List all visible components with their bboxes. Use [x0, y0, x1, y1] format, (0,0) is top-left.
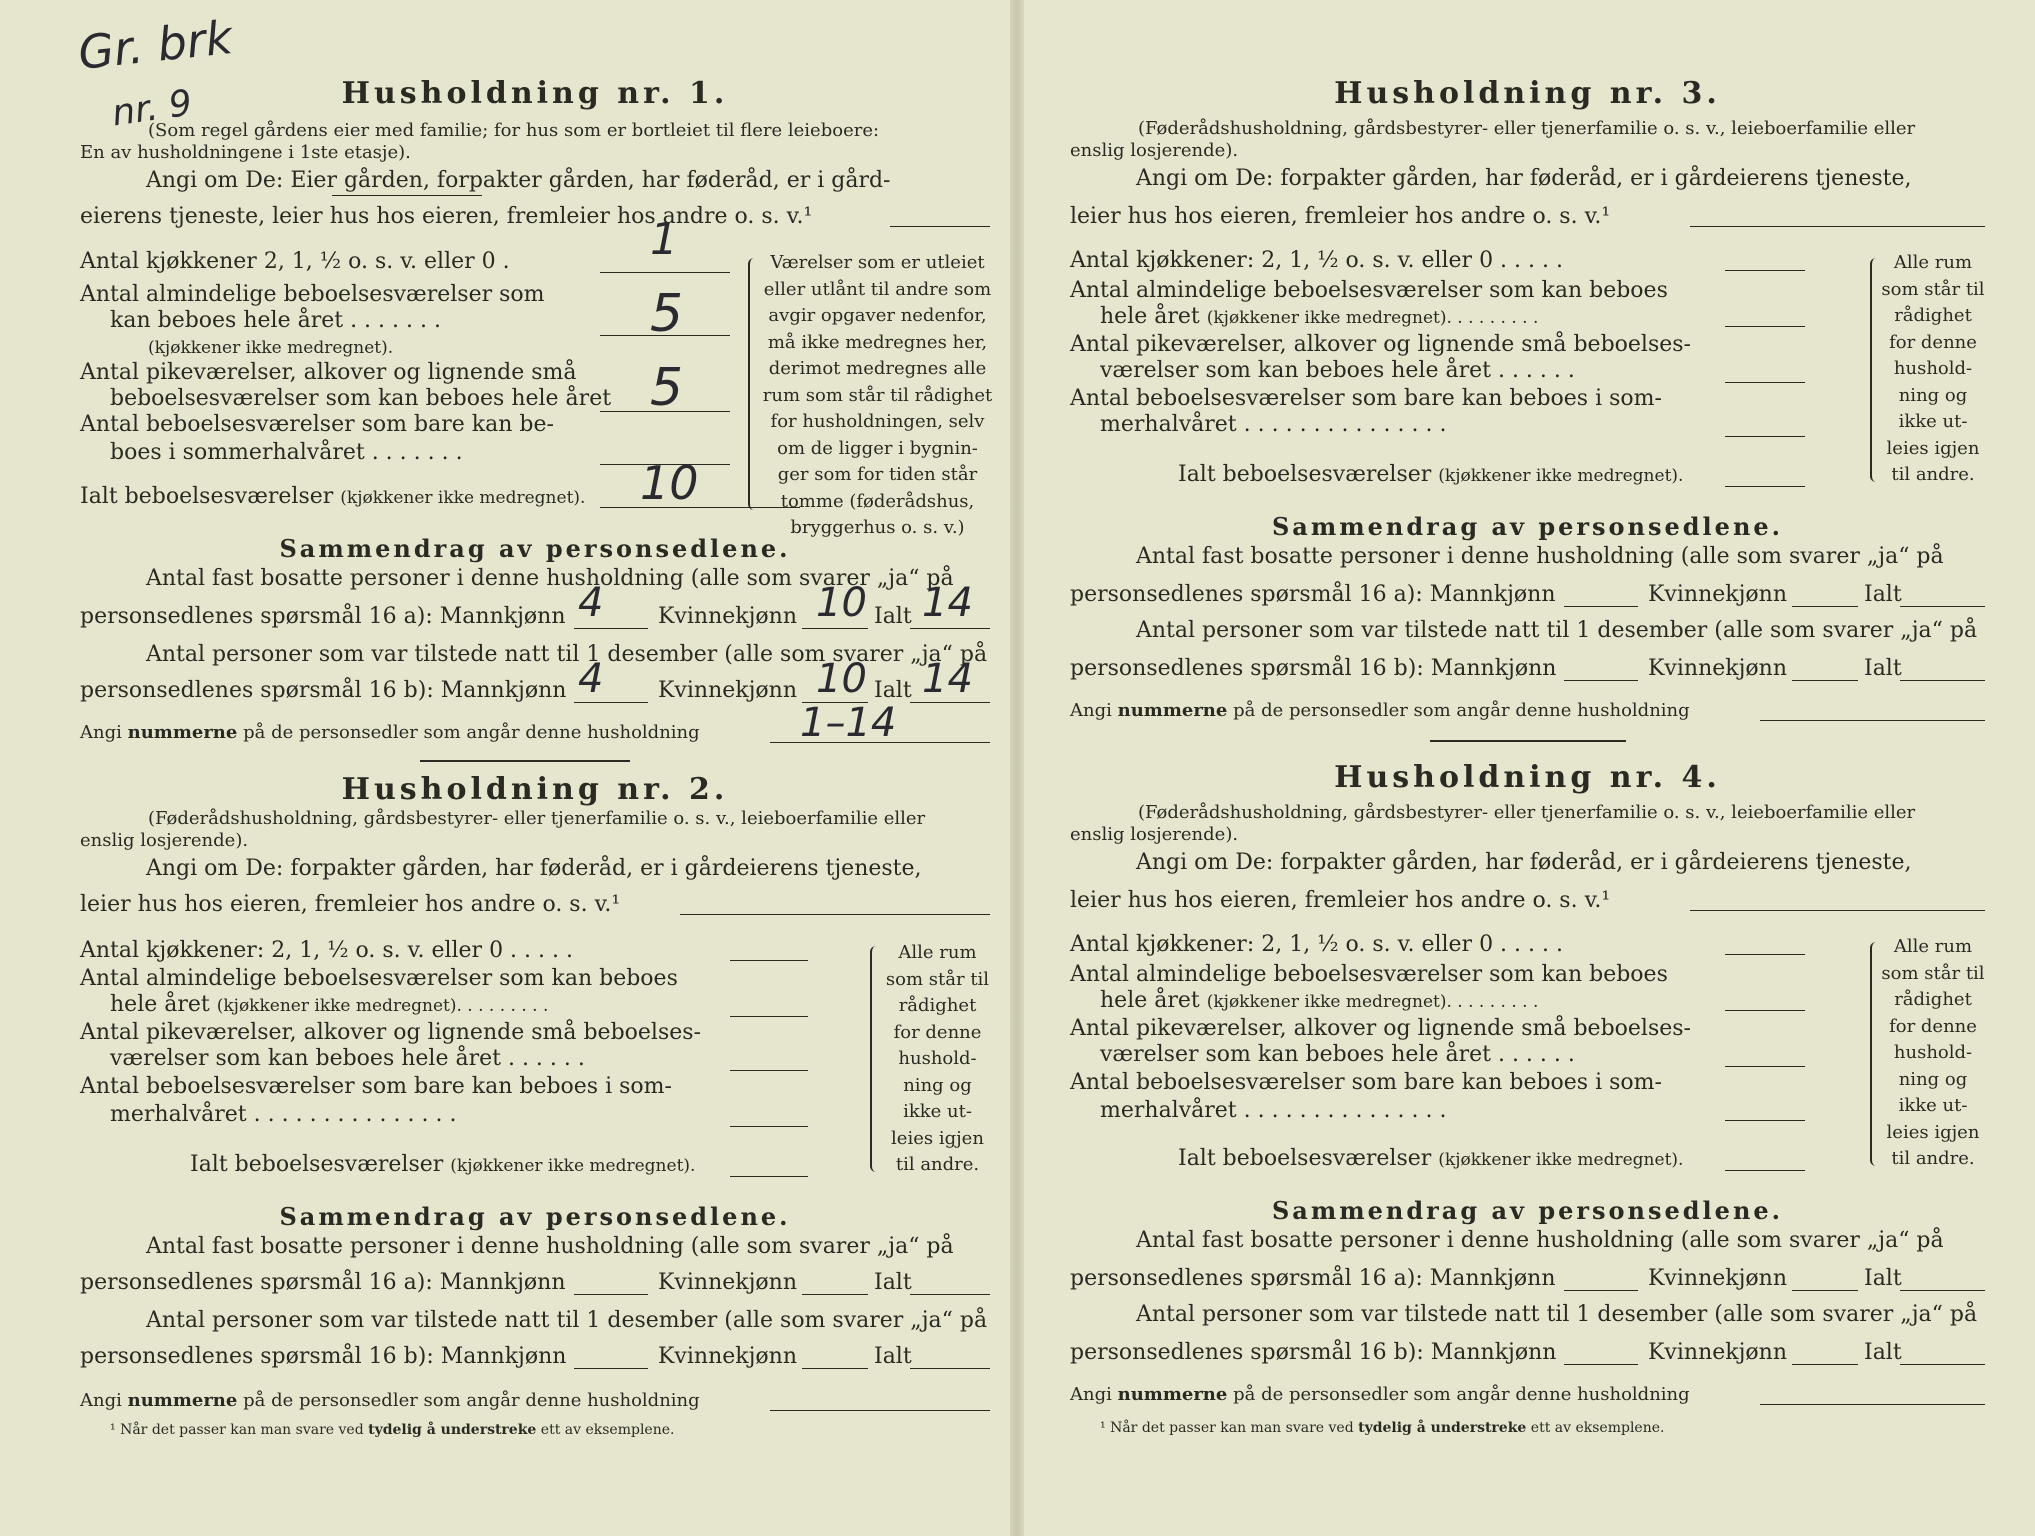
summary-3-b-l2: personsedlenes spørsmål 16 b): Mannkjønn [1070, 656, 1557, 681]
h4-kjokken-fill [1725, 954, 1805, 955]
household-1-pike-l1: Antal pikeværelser, alkover og lignende små [80, 360, 577, 385]
marginalia-line1: Gr. brk [75, 10, 235, 80]
fill-b4-i [1900, 1364, 1985, 1365]
summary-2-angi: Angi nummerne på de personsedler som angår denne husholdning [80, 1390, 700, 1411]
fill-b3-m [1564, 680, 1638, 681]
hw-b-i: 14 [922, 656, 973, 702]
h2-ialt-fill [730, 1176, 808, 1177]
household-4-kjokken: Antal kjøkkener: 2, 1, ½ o. s. v. eller 0 . . . . . [1070, 932, 1563, 957]
fill-a3-k [1792, 606, 1858, 607]
ialt-label-a2: Ialt [874, 1270, 912, 1295]
fill-b2-i [910, 1368, 990, 1369]
household-2-alm-l2: hele året (kjøkkener ikke medregnet). . . . . . . . . [110, 992, 549, 1017]
household-3-angi-fill [1690, 226, 1985, 227]
summary-2-b-l2: personsedlenes spørsmål 16 b): Mannkjønn [80, 1344, 567, 1369]
hw-a-k: 10 [816, 580, 867, 626]
fill-b4-k [1792, 1364, 1858, 1365]
fill-a1-i [910, 628, 990, 629]
kjokken-fill [600, 272, 730, 273]
fill-a3-m [1564, 606, 1638, 607]
household-4-som-l2: merhalvåret . . . . . . . . . . . . . . . [1100, 1098, 1447, 1123]
fill-b4-m [1564, 1364, 1638, 1365]
summary-3-a-l1: Antal fast bosatte personer i denne husholdning (alle som svarer „ja“ på [1136, 544, 1944, 569]
household-4-note-l1: (Føderådshusholdning, gårdsbestyrer- eller tjenerfamilie o. s. v., leieboerfamilie eller [1138, 802, 1916, 823]
h3-ialt-fill [1725, 486, 1805, 487]
household-2-note-l1: (Føderådshusholdning, gårdsbestyrer- eller tjenerfamilie o. s. v., leieboerfamilie eller [148, 808, 926, 829]
household-1-alm-l1: Antal almindelige beboelsesværelser som [80, 282, 545, 307]
kvinne-label-a3: Kvinnekjønn [1648, 582, 1787, 607]
fill-b2-k [802, 1368, 868, 1369]
household-3-pike-l2: værelser som kan beboes hele året . . . . . . [1100, 358, 1575, 383]
household-3-som-l1: Antal beboelsesværelser som bare kan beboes i som- [1070, 386, 1662, 411]
kvinne-label-a1: Kvinnekjønn [658, 604, 797, 629]
household-2-som-l1: Antal beboelsesværelser som bare kan beboes i som- [80, 1074, 672, 1099]
household-3-som-l2: merhalvåret . . . . . . . . . . . . . . . [1100, 412, 1447, 437]
summary-1-b-l2: personsedlenes spørsmål 16 b): Mannkjønn [80, 678, 567, 703]
household-1-side-note: Værelser som er utleiet eller utlånt til andre som avgir opgaver nedenfor, må ikke medregnes her, derimot medregnes alle rum som står til rådighet for husholdningen, selv om de ligger i bygnin- ger som for tiden står tomme (føderådshus, bryggerhus o. s. v.) [762, 252, 993, 538]
household-4-side-note: Alle rum som står til rådighet for denne hushold- ning og ikke ut- leies igjen til andre. [1881, 936, 1985, 1169]
household-1-som-l1: Antal beboelsesværelser som bare kan be- [80, 412, 554, 437]
eier-garden-underline [332, 195, 482, 196]
fill-b1-m [574, 702, 648, 703]
fill-a2-k [802, 1294, 868, 1295]
fill-b3-k [1792, 680, 1858, 681]
hw-pike: 5 [650, 358, 684, 418]
hw-a-i: 14 [922, 580, 973, 626]
household-4-alm-l1: Antal almindelige beboelsesværelser som kan beboes [1070, 962, 1668, 987]
ialt-label-b3: Ialt [1864, 656, 1902, 681]
household-2-kjokken: Antal kjøkkener: 2, 1, ½ o. s. v. eller 0 . . . . . [80, 938, 573, 963]
household-1-title: Husholdning nr. 1. [341, 76, 729, 111]
household-4-note-l2: enslig losjerende). [1070, 824, 1239, 845]
summary-3-a-l2: personsedlenes spørsmål 16 a): Mannkjønn [1070, 582, 1556, 607]
household-3-pike-l1: Antal pikeværelser, alkover og lignende små beboelses- [1070, 332, 1691, 357]
summary-2-a-l1: Antal fast bosatte personer i denne husholdning (alle som svarer „ja“ på [146, 1234, 954, 1259]
summary-2-a-l2: personsedlenes spørsmål 16 a): Mannkjønn [80, 1270, 566, 1295]
fill-a1-k [802, 628, 868, 629]
summary-4-angi: Angi nummerne på de personsedler som angår denne husholdning [1070, 1384, 1690, 1405]
h2-som-fill [730, 1126, 808, 1127]
household-4-angi-fill [1690, 910, 1985, 911]
household-4-alm-l2: hele året (kjøkkener ikke medregnet). . . . . . . . . [1100, 988, 1539, 1013]
household-1-brace [748, 258, 760, 510]
fill-a1-m [574, 628, 648, 629]
mann-label: Mannkjønn [439, 604, 566, 629]
summary-1-title: Sammendrag av personsedlene. [279, 534, 791, 563]
hw-b-m: 4 [578, 656, 604, 702]
household-1-pike-l2: beboelsesværelser som kan beboes hele året [110, 386, 612, 411]
household-3-kjokken: Antal kjøkkener: 2, 1, ½ o. s. v. eller 0 . . . . . [1070, 248, 1563, 273]
hw-alm: 5 [650, 284, 684, 344]
summary-1-a-l1: Antal fast bosatte personer i denne husholdning (alle som svarer „ja“ på [146, 566, 954, 591]
household-4-ialt: Ialt beboelsesværelser (kjøkkener ikke medregnet). [1178, 1146, 1684, 1171]
h3-kjokken-fill [1725, 270, 1805, 271]
household-2-som-l2: merhalvåret . . . . . . . . . . . . . . . [110, 1102, 457, 1127]
h3-pike-fill [1725, 382, 1805, 383]
summary-1-b-l1: Antal personer som var tilstede natt til 1 desember (alle som svarer „ja“ på [146, 642, 988, 667]
household-3-angi-l1: Angi om De: forpakter gården, har føderåd, er i gårdeierens tjeneste, [1136, 166, 1912, 191]
household-4-pike-l2: værelser som kan beboes hele året . . . . . . [1100, 1042, 1575, 1067]
household-1-ialt [80, 484, 585, 509]
summary-1-a-l2: personsedlenes spørsmål 16 a): Mannkjønn [80, 604, 566, 629]
household-1-alm-l3: (kjøkkener ikke medregnet). [148, 338, 394, 358]
household-3-ialt: Ialt beboelsesværelser (kjøkkener ikke medregnet). [1178, 462, 1684, 487]
household-4-pike-l1: Antal pikeværelser, alkover og lignende små beboelses- [1070, 1016, 1691, 1041]
h2-alm-fill [730, 1016, 808, 1017]
household-1-kjokken: Antal kjøkkener 2, 1, ½ o. s. v. eller 0 . [80, 249, 510, 274]
household-3-note-l2: enslig losjerende). [1070, 140, 1239, 161]
household-1-angi-l1: Angi om De: Eier gården, forpakter gården, har føderåd, er i gård- [146, 168, 891, 193]
fill-b1-i [910, 702, 990, 703]
h4-som-fill [1725, 1120, 1805, 1121]
household-4-angi-l2: leier hus hos eieren, fremleier hos andre o. s. v.¹ [1070, 888, 1611, 913]
household-3-title: Husholdning nr. 3. [1334, 76, 1721, 111]
summary-1-angi: Angi nummerne på de personsedler som angår denne husholdning [80, 722, 700, 743]
household-2-angi-fill [680, 914, 990, 915]
summary-2-title: Sammendrag av personsedlene. [279, 1202, 791, 1231]
ialt-label-a4: Ialt [1864, 1266, 1902, 1291]
household-2-ialt: Ialt beboelsesværelser (kjøkkener ikke medregnet). [190, 1152, 696, 1177]
household-2-angi-l1: Angi om De: forpakter gården, har føderåd, er i gårdeierens tjeneste, [146, 856, 922, 881]
h4-alm-fill [1725, 1010, 1805, 1011]
hw-kjokken: 1 [650, 214, 678, 265]
ialt-label-b1: Ialt [874, 678, 912, 703]
h4-pike-fill [1725, 1066, 1805, 1067]
household-2-angi-l2: leier hus hos eieren, fremleier hos andre o. s. v.¹ [80, 892, 621, 917]
h2-pike-fill [730, 1070, 808, 1071]
footnote-left: ¹ Når det passer kan man svare ved tydelig å understreke ett av eksemplene. [110, 1422, 675, 1438]
ialt-label-a3: Ialt [1864, 582, 1902, 607]
kvinne-label-b2: Kvinnekjønn [658, 1344, 797, 1369]
household-3-side-note: Alle rum som står til rådighet for denne hushold- ning og ikke ut- leies igjen til andre. [1881, 252, 1985, 485]
summary-4-b-l2: personsedlenes spørsmål 16 b): Mannkjønn [1070, 1340, 1557, 1365]
household-1-note-l2: En av husholdningene i 1ste etasje). [80, 142, 411, 163]
summary-4-title: Sammendrag av personsedlene. [1271, 1196, 1784, 1225]
angi-fill-1 [890, 226, 990, 227]
kvinne-label-a2: Kvinnekjønn [658, 1270, 797, 1295]
household-3-note-l1: (Føderådshusholdning, gårdsbestyrer- eller tjenerfamilie o. s. v., leieboerfamilie eller [1138, 118, 1916, 139]
household-2-note-l2: enslig losjerende). [80, 830, 249, 851]
household-3-alm-l2: hele året (kjøkkener ikke medregnet). . . . . . . . . [1100, 304, 1539, 329]
household-1-note-l1: (Som regel gårdens eier med familie; for hus som er bortleiet til flere leieboere: [148, 120, 880, 141]
h4-ialt-fill [1725, 1170, 1805, 1171]
kvinne-label-b1: Kvinnekjønn [658, 678, 797, 703]
hw-b-k: 10 [816, 656, 867, 702]
summary-2-b-l1: Antal personer som var tilstede natt til 1 desember (alle som svarer „ja“ på [146, 1308, 988, 1333]
household-4-angi-l1: Angi om De: forpakter gården, har føderåd, er i gårdeierens tjeneste, [1136, 850, 1912, 875]
hw-ialt: 10 [640, 456, 699, 510]
left-page [80, 0, 993, 1536]
summary-3-angi: Angi nummerne på de personsedler som angår denne husholdning [1070, 700, 1690, 721]
household-3-angi-l2: leier hus hos eieren, fremleier hos andre o. s. v.¹ [1070, 204, 1611, 229]
summary-3-b-l1: Antal personer som var tilstede natt til 1 desember (alle som svarer „ja“ på [1136, 618, 1978, 643]
ialt-label-b2: Ialt [874, 1344, 912, 1369]
ialt-label-b4: Ialt [1864, 1340, 1902, 1365]
page-fold [1010, 0, 1024, 1536]
footnote-right: ¹ Når det passer kan man svare ved tydelig å understreke ett av eksemplene. [1100, 1420, 1665, 1436]
kvinne-label-b4: Kvinnekjønn [1648, 1340, 1787, 1365]
separator-right [1430, 740, 1626, 742]
hw-a-m: 4 [578, 580, 604, 626]
household-2-title: Husholdning nr. 2. [341, 772, 729, 807]
marginalia-line2: nr. 9 [109, 82, 195, 135]
ialt-note: (kjøkkener ikke medregnet). [340, 488, 586, 508]
fill-a4-m [1564, 1290, 1638, 1291]
household-4-title: Husholdning nr. 4. [1334, 760, 1721, 795]
fill-a4-i [1900, 1290, 1985, 1291]
kvinne-label-b3: Kvinnekjønn [1648, 656, 1787, 681]
household-1-som-l2: boes i sommerhalvåret . . . . . . . [110, 440, 463, 465]
household-4-som-l1: Antal beboelsesværelser som bare kan beboes i som- [1070, 1070, 1662, 1095]
fill-nr4 [1760, 1404, 1985, 1405]
fill-nr2 [770, 1410, 990, 1411]
right-page [1070, 0, 1985, 1536]
summary-4-a-l1: Antal fast bosatte personer i denne husholdning (alle som svarer „ja“ på [1136, 1228, 1944, 1253]
h3-som-fill [1725, 436, 1805, 437]
summary-3-title: Sammendrag av personsedlene. [1271, 512, 1784, 541]
kvinne-label-a4: Kvinnekjønn [1648, 1266, 1787, 1291]
h3-alm-fill [1725, 326, 1805, 327]
household-2-pike-l1: Antal pikeværelser, alkover og lignende små beboelses- [80, 1020, 701, 1045]
separator-left [420, 760, 630, 762]
ialt-label-a1: Ialt [874, 604, 912, 629]
fill-a3-i [1900, 606, 1985, 607]
household-2-alm-l1: Antal almindelige beboelsesværelser som kan beboes [80, 966, 678, 991]
household-2-pike-l2: værelser som kan beboes hele året . . . . . . [110, 1046, 585, 1071]
ialt-label: Ialt beboelsesværelser [80, 484, 334, 509]
fill-b3-i [1900, 680, 1985, 681]
fill-b2-m [574, 1368, 648, 1369]
hw-nr: 1–14 [800, 700, 897, 746]
fill-nr3 [1760, 720, 1985, 721]
household-2-side-note: Alle rum som står til rådighet for denne hushold- ning og ikke ut- leies igjen til andre. [885, 942, 990, 1175]
summary-4-a-l2: personsedlenes spørsmål 16 a): Mannkjønn [1070, 1266, 1556, 1291]
household-1-angi-l2: eierens tjeneste, leier hus hos eieren, fremleier hos andre o. s. v.¹ [80, 204, 813, 229]
household-1-alm-l2: kan beboes hele året . . . . . . . [110, 308, 441, 333]
summary-4-b-l1: Antal personer som var tilstede natt til 1 desember (alle som svarer „ja“ på [1136, 1302, 1978, 1327]
fill-a2-m [574, 1294, 648, 1295]
household-3-alm-l1: Antal almindelige beboelsesværelser som kan beboes [1070, 278, 1668, 303]
fill-a2-i [910, 1294, 990, 1295]
fill-a4-k [1792, 1290, 1858, 1291]
h2-kjokken-fill [730, 960, 808, 961]
